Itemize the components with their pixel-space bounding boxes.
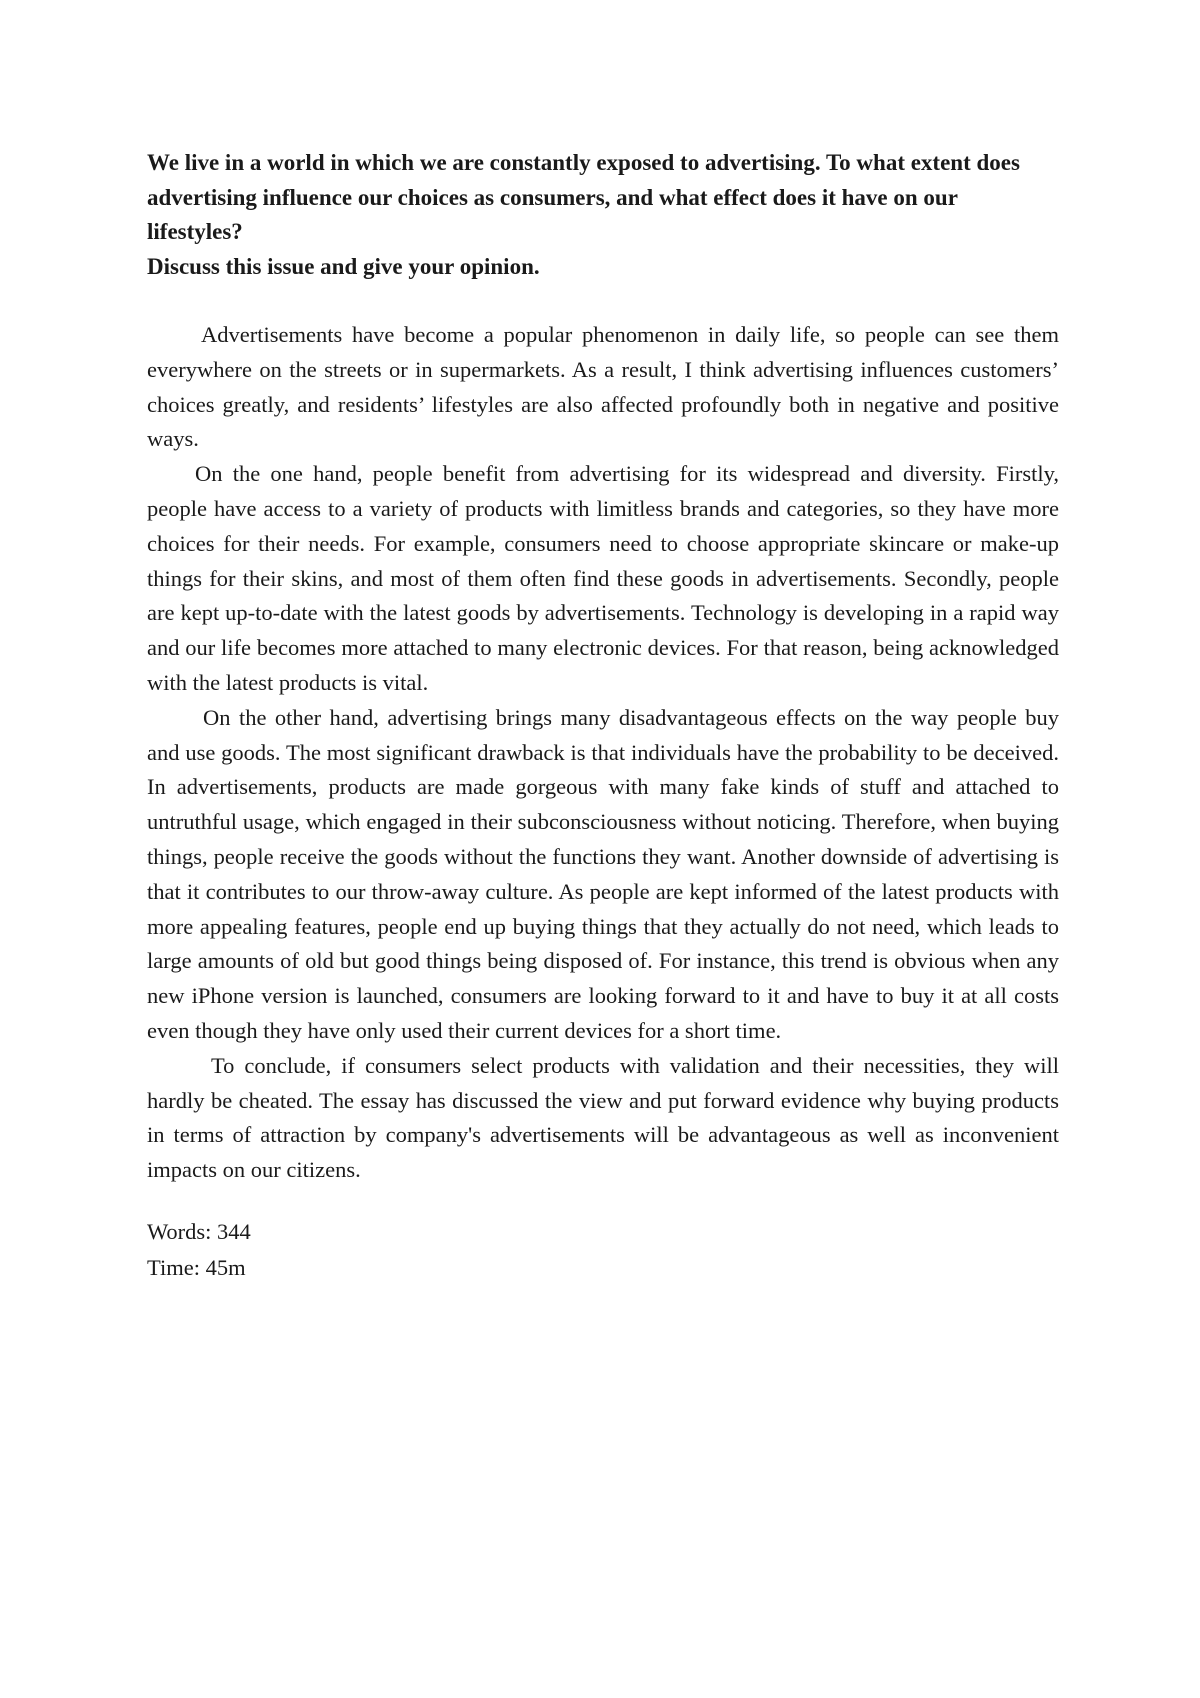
prompt-instruction: Discuss this issue and give your opinion. <box>147 253 540 279</box>
essay-body <box>147 318 1059 1188</box>
essay-paragraph-advantages: On the one hand, people benefit from advertising for its widespread and diversity. Firstly, people have access to a variety of products with limitless brands and categories, so they have more choices for their needs. For example, consumers need to choose appropriate skincare or make-up things for their skins, and most of them often find these goods in advertisements. Secondly, people are kept up-to-date with the latest goods by advertisements. Technology is developing in a rapid way and our life becomes more attached to many electronic devices. For that reason, being acknowledged with the latest products is vital. <box>147 461 1059 695</box>
essay-prompt <box>147 146 1059 284</box>
essay-paragraph-disadvantages: On the other hand, advertising brings many disadvantageous effects on the way people buy and use goods. The most significant drawback is that individuals have the probability to be deceived. In advertisements, products are made gorgeous with many fake kinds of stuff and attached to untruthful usage, which engaged in their subconsciousness without noticing. Therefore, when buying things, people receive the goods without the functions they want. Another downside of advertising is that it contributes to our throw-away culture. As people are kept informed of the latest products with more appealing features, people end up buying things that they actually do not need, which leads to large amounts of old but good things being disposed of. For instance, this trend is obvious when any new iPhone version is launched, consumers are looking forward to it and have to buy it at all costs even though they have only used their current devices for a short time. <box>147 704 1059 1043</box>
essay-meta <box>147 1214 1059 1286</box>
word-count: Words: 344 <box>147 1218 251 1244</box>
prompt-question: We live in a world in which we are constantly exposed to advertising. To what extent does advertising influence our choices as consumers, and what effect does it have on our lifestyles? <box>147 150 1020 244</box>
essay-paragraph-conclusion: To conclude, if consumers select products with validation and their necessities, they will hardly be cheated. The essay has discussed the view and put forward evidence why buying products in terms of attraction by company's advertisements will be advantageous as well as inconvenient impacts on our citizens. <box>147 1052 1059 1183</box>
time-taken: Time: 45m <box>147 1254 246 1280</box>
essay-paragraph-introduction: Advertisements have become a popular phenomenon in daily life, so people can see them everywhere on the streets or in supermarkets. As a result, I think advertising influences customers’ choices greatly, and residents’ lifestyles are also affected profoundly both in negative and positive ways. <box>147 322 1059 452</box>
document-page <box>147 146 1059 1286</box>
